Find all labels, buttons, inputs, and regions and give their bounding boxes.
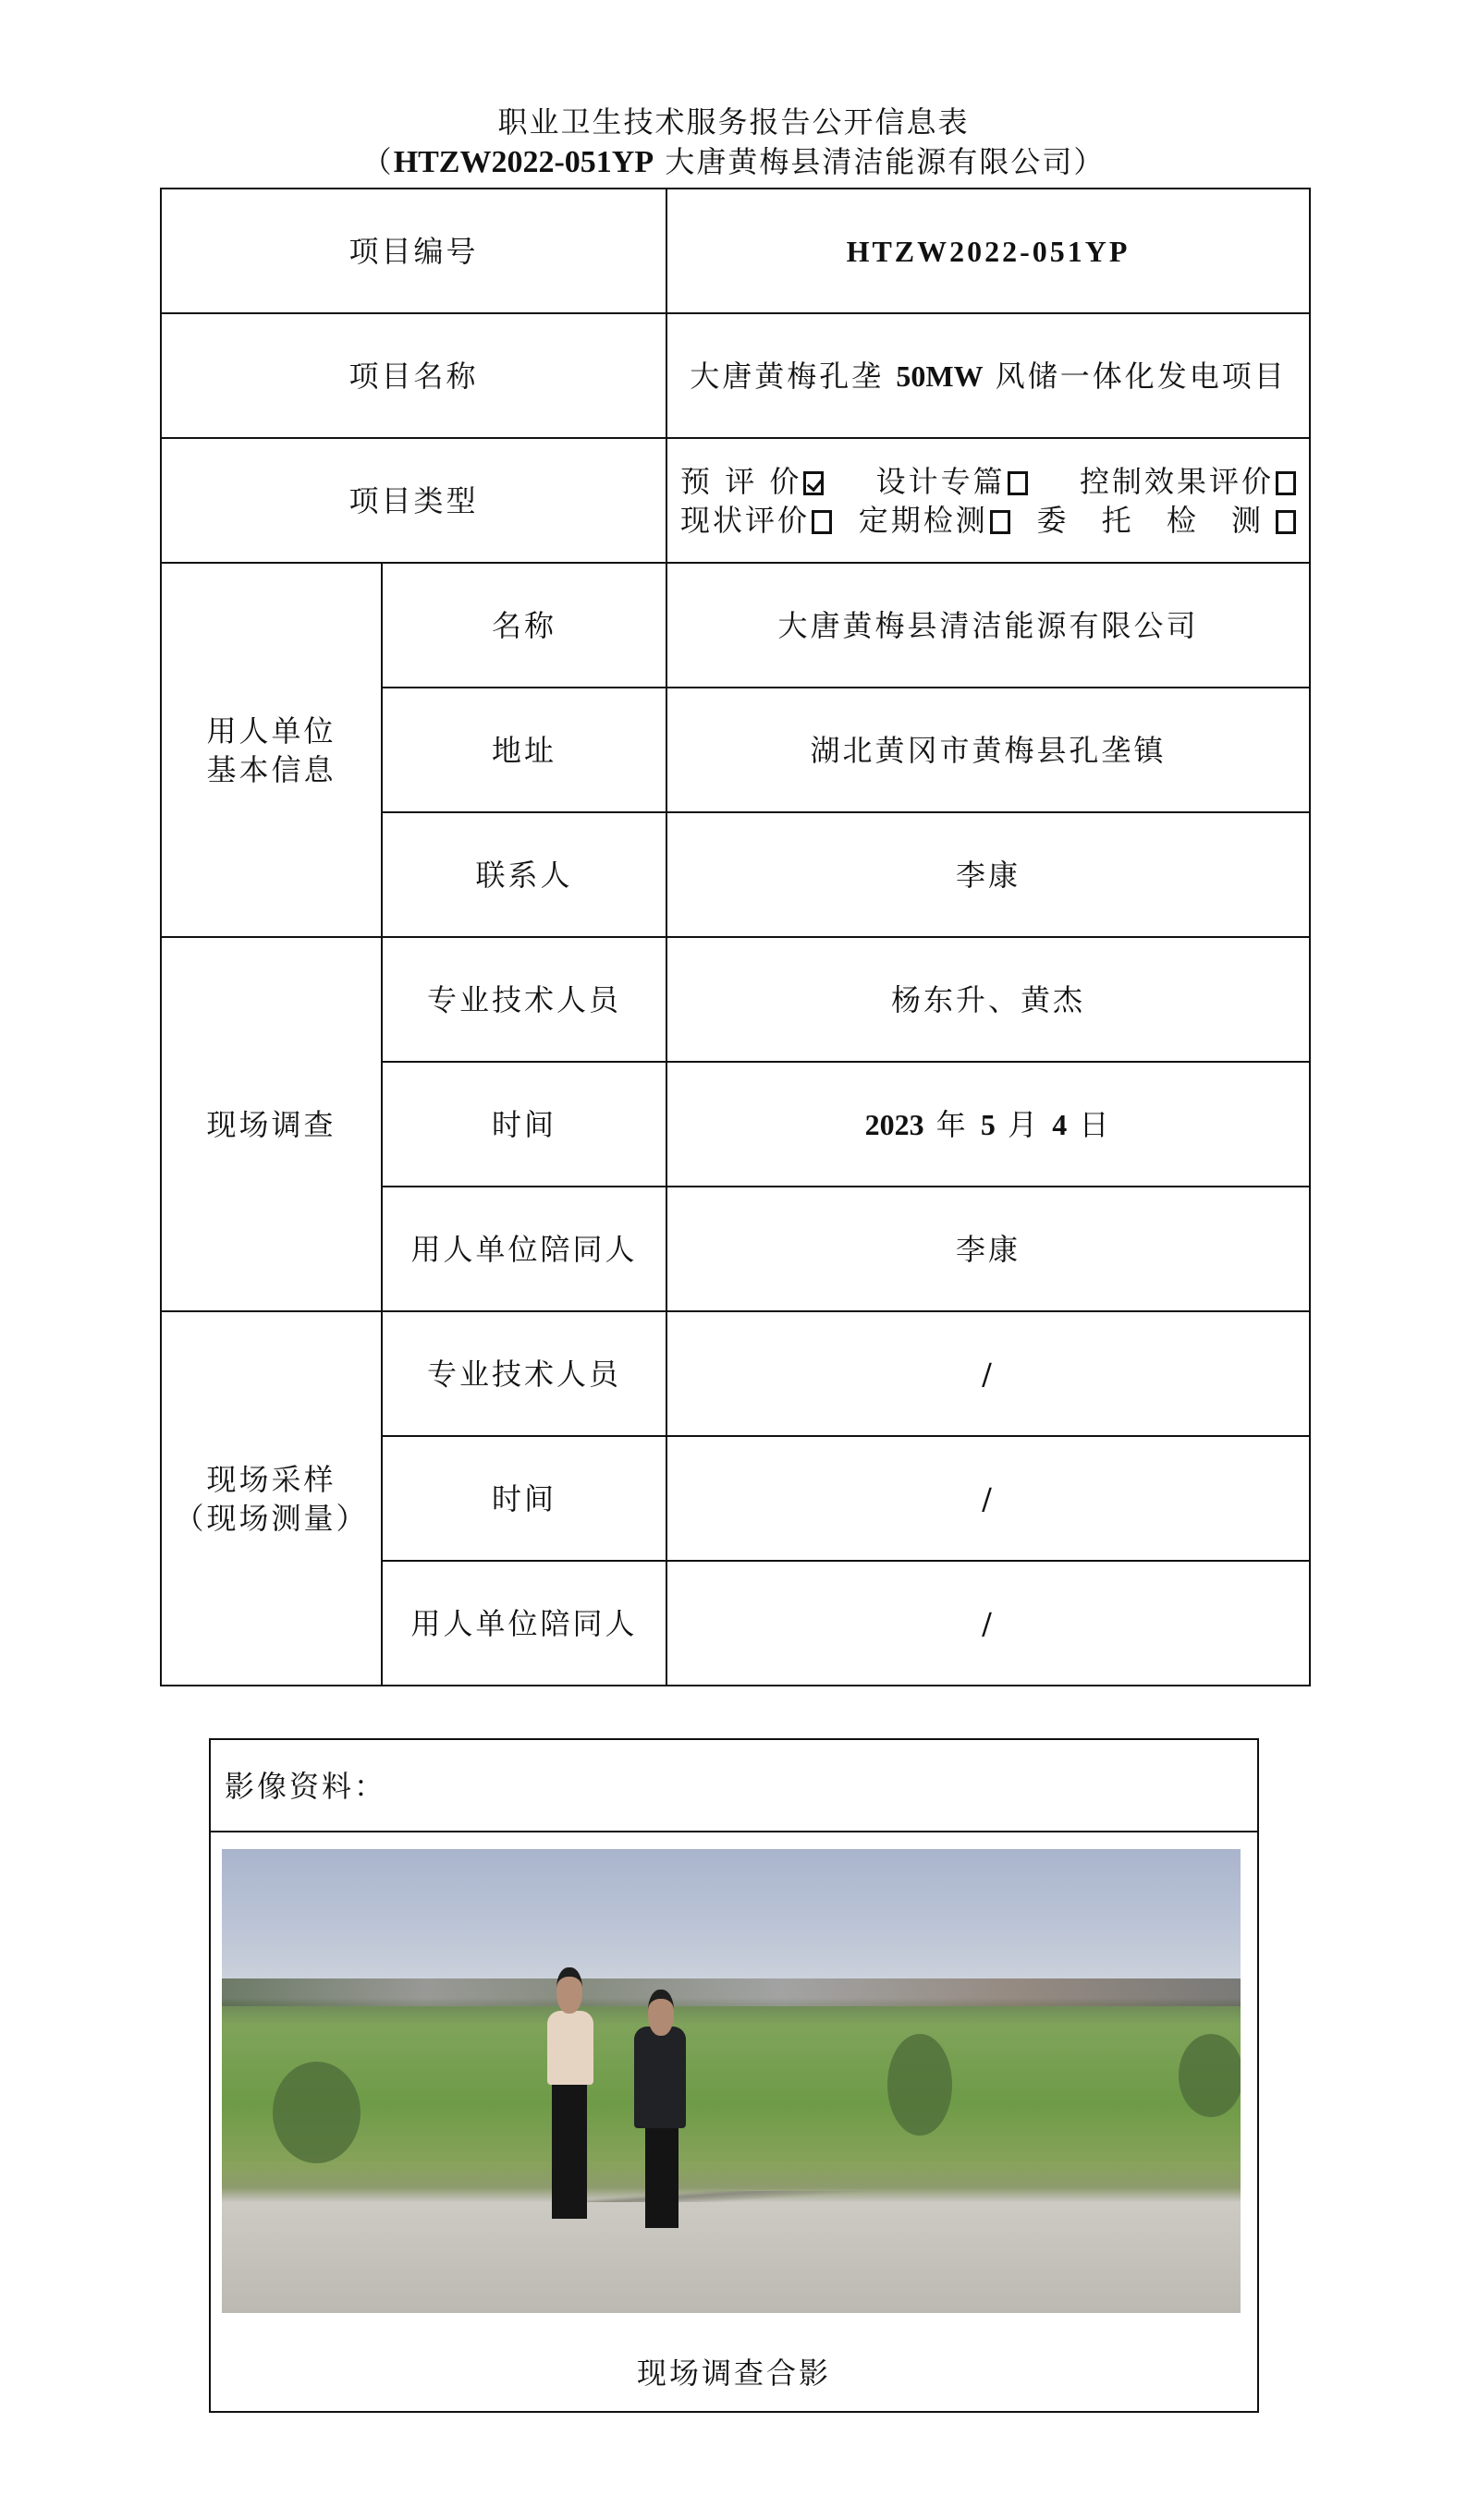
subtitle-project-code: HTZW2022-051YP <box>393 145 654 179</box>
group-site-sampling <box>161 1311 382 1686</box>
label-survey-escort: 用人单位陪同人 <box>382 1187 666 1311</box>
media-section <box>209 1738 1259 2413</box>
photo-shrub <box>1179 2034 1241 2117</box>
photo-shrub <box>887 2034 952 2136</box>
option-commissioned-testing[interactable] <box>1036 501 1296 540</box>
value-survey-escort: 李康 <box>666 1187 1310 1311</box>
photo-person-2-head <box>648 1990 674 2036</box>
photo-shrub <box>273 2062 361 2163</box>
label-sampling-staff: 专业技术人员 <box>382 1311 666 1436</box>
label-employer-address: 地址 <box>382 688 666 812</box>
photo-person-1-shirt <box>547 2011 593 2085</box>
info-table <box>160 188 1311 1686</box>
photo-person-2-legs <box>645 2126 678 2228</box>
option-pre-evaluation[interactable] <box>680 462 824 501</box>
row-project-name <box>161 313 1310 438</box>
option-label: 现状评价 <box>680 502 811 538</box>
label-employer-name: 名称 <box>382 563 666 688</box>
survey-year: 2023 <box>864 1107 924 1141</box>
option-label: 委 托 检 测 <box>1036 502 1275 538</box>
project-type-options <box>666 438 1310 563</box>
option-label: 定期检测 <box>858 502 988 538</box>
label-project-name: 项目名称 <box>161 313 666 438</box>
option-periodic-testing[interactable] <box>859 501 1010 540</box>
project-name-part1: 大唐黄梅孔垄 <box>690 358 897 394</box>
photo-person-1-legs <box>552 2085 587 2219</box>
photo-village-skyline <box>222 1978 1241 2006</box>
subtitle-open-paren: （ <box>361 144 394 179</box>
photo-person-1-head <box>556 1967 582 2014</box>
value-project-no: HTZW2022-051YP <box>666 189 1310 313</box>
label-sampling-escort: 用人单位陪同人 <box>382 1561 666 1686</box>
checkbox-empty-icon[interactable] <box>812 510 832 534</box>
value-sampling-time: / <box>666 1436 1310 1561</box>
survey-day: 4 <box>1052 1107 1068 1141</box>
value-project-name <box>666 313 1310 438</box>
sampling-label-line2: （现场测量） <box>174 1500 369 1536</box>
checkbox-empty-icon[interactable] <box>1276 471 1296 495</box>
group-site-survey: 现场调查 <box>161 937 382 1311</box>
option-control-effect-evaluation[interactable] <box>1080 462 1296 501</box>
option-label: 控制效果评价 <box>1079 463 1274 499</box>
site-photo <box>222 1849 1241 2313</box>
option-design-chapter[interactable] <box>876 462 1028 501</box>
photo-road <box>222 2202 1241 2313</box>
unit-day: 日 <box>1067 1106 1112 1142</box>
label-project-type: 项目类型 <box>161 438 666 563</box>
label-employer-contact: 联系人 <box>382 812 666 937</box>
value-survey-time <box>666 1062 1310 1187</box>
value-employer-address: 湖北黄冈市黄梅县孔垄镇 <box>666 688 1310 812</box>
checkbox-empty-icon[interactable] <box>990 510 1010 534</box>
value-sampling-staff: / <box>666 1311 1310 1436</box>
document-title: 职业卫生技术服务报告公开信息表 <box>497 104 970 140</box>
label-survey-staff: 专业技术人员 <box>382 937 666 1062</box>
survey-month: 5 <box>980 1107 996 1141</box>
project-name-capacity: 50MW <box>896 359 984 393</box>
photo-caption: 现场调查合影 <box>636 2356 831 2391</box>
option-label: 设计专篇 <box>875 463 1006 499</box>
group-employer-info: 用人单位基本信息 <box>161 563 382 937</box>
row-project-type <box>161 438 1310 563</box>
value-employer-contact: 李康 <box>666 812 1310 937</box>
row-sampling-staff <box>161 1311 1310 1436</box>
value-sampling-escort: / <box>666 1561 1310 1686</box>
unit-month: 月 <box>995 1106 1053 1142</box>
option-label: 预 评 价 <box>680 463 802 499</box>
label-sampling-time: 时间 <box>382 1436 666 1561</box>
media-label: 影像资料： <box>211 1740 1257 1832</box>
sampling-label-line1: 现场采样 <box>206 1461 336 1497</box>
value-survey-staff: 杨东升、黄杰 <box>666 937 1310 1062</box>
checkbox-checked-icon[interactable] <box>803 471 824 495</box>
document-subtitle <box>0 143 1467 181</box>
value-employer-name: 大唐黄梅县清洁能源有限公司 <box>666 563 1310 688</box>
option-status-evaluation[interactable] <box>680 501 832 540</box>
checkbox-empty-icon[interactable] <box>1276 510 1296 534</box>
unit-year: 年 <box>923 1106 981 1142</box>
row-project-no <box>161 189 1310 313</box>
project-name-part2: 风储一体化发电项目 <box>983 358 1287 394</box>
label-survey-time: 时间 <box>382 1062 666 1187</box>
row-survey-staff <box>161 937 1310 1062</box>
photo-person-2-shirt <box>634 2027 686 2128</box>
row-employer-name <box>161 563 1310 688</box>
label-project-no: 项目编号 <box>161 189 666 313</box>
checkbox-empty-icon[interactable] <box>1008 471 1028 495</box>
subtitle-company: 大唐黄梅县清洁能源有限公司） <box>654 144 1106 179</box>
